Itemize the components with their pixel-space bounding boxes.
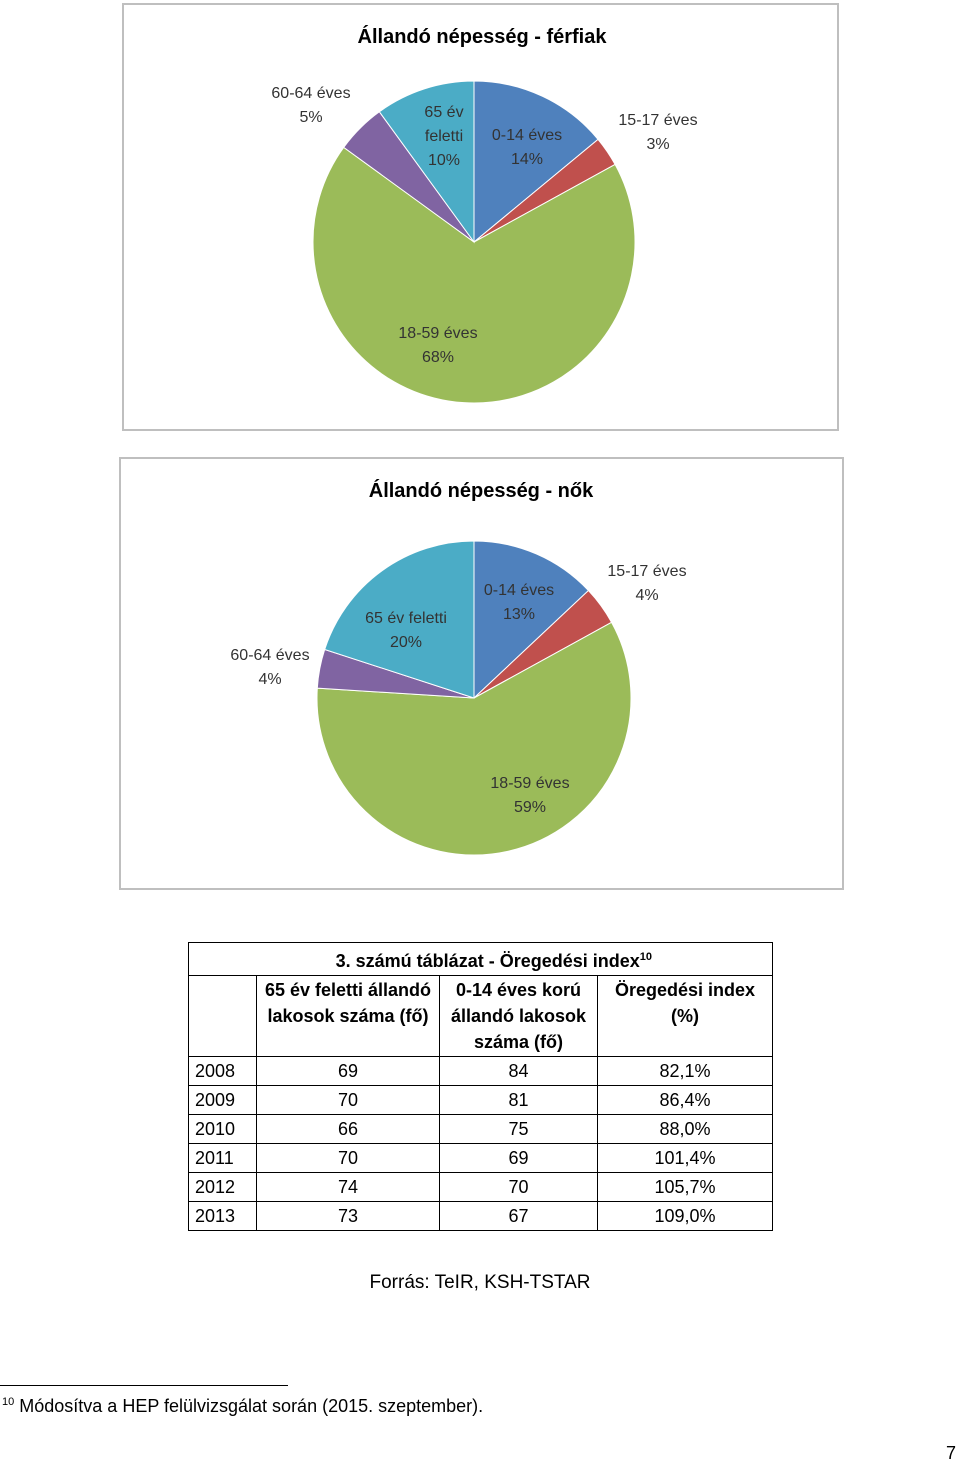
slice-label: 15-17 éves 3% <box>618 112 698 153</box>
footnote-ref: 10 <box>639 951 652 963</box>
cell-0-14: 75 <box>440 1115 598 1144</box>
table-caption-text: 3. számú táblázat - Öregedési index <box>335 951 640 971</box>
cell-index: 86,4% <box>598 1086 773 1115</box>
header-empty <box>189 976 257 1057</box>
cell-year: 2011 <box>189 1144 257 1173</box>
slice-label: 60-64 éves 5% <box>271 85 351 126</box>
table-body <box>189 1057 773 1231</box>
cell-over-65: 70 <box>257 1086 440 1115</box>
cell-over-65: 74 <box>257 1173 440 1202</box>
cell-year: 2008 <box>189 1057 257 1086</box>
table-row <box>189 1202 773 1231</box>
slice-label: 0-14 éves 13% <box>483 582 555 623</box>
pie-slices <box>313 81 635 403</box>
cell-over-65: 69 <box>257 1057 440 1086</box>
pie-chart-women <box>119 457 844 890</box>
chart-title: Állandó népesség - nők <box>368 480 594 502</box>
cell-year: 2010 <box>189 1115 257 1144</box>
cell-over-65: 73 <box>257 1202 440 1231</box>
pie-chart-men-svg <box>124 5 837 429</box>
aging-index-table <box>188 942 773 1231</box>
source-note: Forrás: TeIR, KSH-TSTAR <box>369 1272 591 1293</box>
table-row <box>189 1086 773 1115</box>
cell-0-14: 69 <box>440 1144 598 1173</box>
cell-0-14: 67 <box>440 1202 598 1231</box>
page-number: 7 <box>945 1443 956 1463</box>
header-col-over-65: 65 év feletti állandó lakosok száma (fő) <box>257 976 440 1057</box>
cell-over-65: 66 <box>257 1115 440 1144</box>
slice-label: 65 év feletti 20% <box>365 610 447 651</box>
cell-index: 101,4% <box>598 1144 773 1173</box>
table-row <box>189 1144 773 1173</box>
header-col-0-14: 0-14 éves korú állandó lakosok száma (fő) <box>440 976 598 1057</box>
pie-chart-men <box>122 3 839 431</box>
footnote-text: Módosítva a HEP felülvizsgálat során (2015. szeptember). <box>19 1396 484 1416</box>
cell-year: 2012 <box>189 1173 257 1202</box>
cell-index: 105,7% <box>598 1173 773 1202</box>
cell-0-14: 70 <box>440 1173 598 1202</box>
slice-label: 18-59 éves 68% <box>398 325 478 366</box>
table-header-row <box>189 976 773 1057</box>
table-row <box>189 1057 773 1086</box>
cell-index: 109,0% <box>598 1202 773 1231</box>
slice-label: 65 év feletti 10% <box>424 104 464 169</box>
cell-0-14: 81 <box>440 1086 598 1115</box>
footnote-divider <box>0 1385 288 1386</box>
cell-year: 2009 <box>189 1086 257 1115</box>
cell-0-14: 84 <box>440 1057 598 1086</box>
table-row <box>189 1115 773 1144</box>
slice-label: 15-17 éves 4% <box>607 563 687 604</box>
pie-slices <box>317 541 631 855</box>
slice-label: 18-59 éves 59% <box>490 775 570 816</box>
cell-year: 2013 <box>189 1202 257 1231</box>
footnote-number: 10 <box>2 1396 15 1408</box>
table-caption-row <box>189 943 773 976</box>
header-col-index: Öregedési index (%) <box>598 976 773 1057</box>
cell-over-65: 70 <box>257 1144 440 1173</box>
pie-chart-women-svg <box>121 459 842 888</box>
cell-index: 82,1% <box>598 1057 773 1086</box>
cell-index: 88,0% <box>598 1115 773 1144</box>
slice-label: 0-14 éves 14% <box>491 127 563 168</box>
footnote <box>2 1396 483 1417</box>
table-caption <box>189 943 773 976</box>
chart-title: Állandó népesség - férfiak <box>357 26 607 48</box>
slice-label: 60-64 éves 4% <box>230 647 310 688</box>
table-row <box>189 1173 773 1202</box>
